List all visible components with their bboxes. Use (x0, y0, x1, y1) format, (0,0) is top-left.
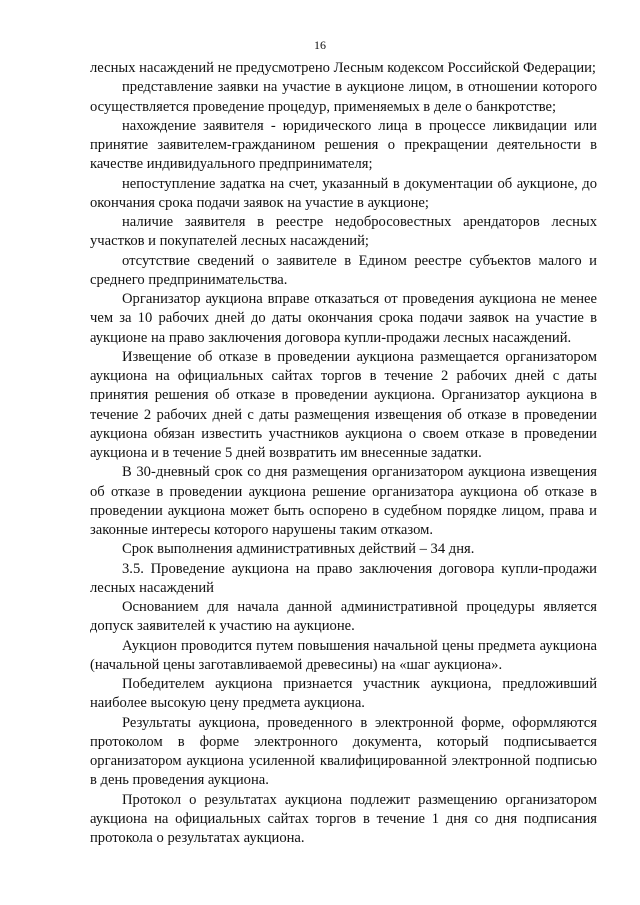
page-number: 16 (314, 38, 326, 52)
paragraph-basis: Основанием для начала данной административной процедуры является допуск заявителей к участию на аукционе. (90, 599, 597, 635)
paragraph-auction-method: Аукцион проводится путем повышения начальной цены предмета аукциона (начальной цены заготавливаемой древесины) на «шаг аукциона». (90, 637, 597, 673)
paragraph-deposit: непоступление задатка на счет, указанный в документации об аукционе, до окончания срока подачи заявок на участие в аукционе; (90, 175, 597, 211)
paragraph-registry: наличие заявителя в реестре недобросовестных арендаторов лесных участков и покупателей лесных насаждений; (90, 214, 597, 250)
paragraph-continuation: лесных насаждений не предусмотрено Лесным кодексом Российской Федерации; (90, 60, 596, 76)
paragraph-refusal-notice: Извещение об отказе в проведении аукциона размещается организатором аукциона на официальных сайтах торгов в течение 2 рабочих дней с даты принятия решения об отказе в проведении аукциона. Организатор аукциона в течение 2 рабочих дней с даты размещения извещения об отказе в проведении аукциона обязан известить участников аукциона о своем отказе в проведении аукциона и в течение 5 дней возвратить им внесенные задатки. (90, 348, 597, 461)
paragraph-sme-registry: отсутствие сведений о заявителе в Едином реестре субъектов малого и среднего предпринимательства. (90, 252, 597, 288)
paragraph-deadline: Срок выполнения административных действий – 34 дня. (122, 541, 475, 558)
paragraph-liquidation: нахождение заявителя - юридического лица в процессе ликвидации или принятие заявителем-гражданином решения о прекращении деятельности в качестве индивидуального предпринимателя; (90, 117, 597, 173)
paragraph-organizer-refusal: Организатор аукциона вправе отказаться от проведения аукциона не менее чем за 10 рабочих дней до даты окончания срока подачи заявок на участие в аукционе на право заключения договора купли-продажи лесных насаждений. (90, 291, 597, 346)
paragraph-results: Результаты аукциона, проведенного в электронной форме, оформляются протоколом в форме электронного документа, который подписывается организатором аукциона усиленной квалифицированной электронной подписью в день проведения аукциона. (90, 714, 597, 789)
paragraph-bankruptcy: представление заявки на участие в аукционе лицом, в отношении которого осуществляется проведение процедур, применяемых в деле о банкротстве; (90, 79, 597, 115)
paragraph-appeal: В 30-дневный срок со дня размещения организатором аукциона извещения об отказе в проведении аукциона решение организатора аукциона об отказе в проведении аукциона может быть оспорено в судебном порядке лицом, права и законные интересы которого нарушены таким отказом. (90, 464, 597, 538)
paragraph-winner: Победителем аукциона признается участник аукциона, предложивший наиболее высокую цену предмета аукциона. (90, 676, 597, 712)
section-heading: 3.5. Проведение аукциона на право заключения договора купли-продажи лесных насаждений (90, 560, 597, 596)
paragraph-protocol: Протокол о результатах аукциона подлежит размещению организатором аукциона на официальных сайтах торгов в течение 1 дня со дня подписания протокола о результатах аукциона. (90, 791, 597, 846)
document-body (90, 59, 597, 848)
